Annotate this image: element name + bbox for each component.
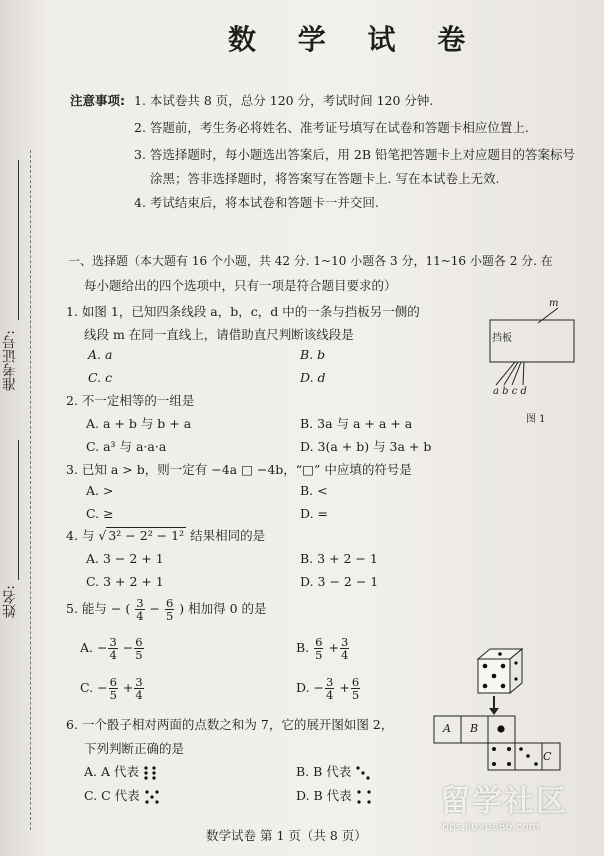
q5-minus: − (149, 601, 160, 616)
q1-option-c[interactable]: C. c (88, 370, 113, 385)
q1-stem-cont: 线段 m 在同一直线上，请借助直尺判断该线段是 (84, 327, 354, 342)
figure-2-net (432, 714, 562, 774)
q3-option-a[interactable]: A. > (86, 483, 114, 498)
q5-option-c[interactable]: C. − $\frac{6}{5}$ + $\frac{3}{4}$ (80, 675, 143, 702)
q5-option-d[interactable]: D. − $\frac{3}{4}$ + $\frac{6}{5}$ (296, 675, 360, 702)
dice-face-5-icon (144, 789, 160, 805)
notice-item-4: 4. 考试结束后，将本试卷和答题卡一并交回. (134, 195, 379, 210)
page-title: 数 学 试 卷 (228, 23, 482, 56)
id-label: 准考证号: (2, 330, 18, 391)
q4-stem-pre: 4. 与 (66, 528, 95, 543)
q4-option-d[interactable]: D. 3 − 2 − 1 (300, 574, 379, 589)
name-label: 姓名: (2, 585, 18, 618)
q4-stem-post: 结果相同的是 (190, 528, 266, 543)
notice-item-2: 2. 答题前，考生务必将姓名、准考证号填写在试卷和答题卡相应位置上. (134, 120, 529, 135)
page-footer: 数学试卷 第 1 页（共 8 页） (206, 828, 367, 843)
q2-option-d[interactable]: D. 3(a + b) 与 3a + b (300, 439, 432, 454)
q5-option-a[interactable]: A. − $\frac{3}{4}$ − $\frac{6}{5}$ (80, 635, 143, 662)
net-label-a: A (443, 722, 451, 735)
q5-frac-3-4: $\frac{3}{4}$ (136, 596, 144, 623)
q4-radicand: 3² − 2² − 1² (108, 528, 185, 543)
name-write-line (18, 440, 19, 580)
q3-option-d[interactable]: D. = (300, 506, 328, 521)
fig1-line-c (512, 362, 521, 385)
q1-option-a[interactable]: A. a (88, 347, 113, 362)
watermark-logo-text: 留学社区 (440, 784, 568, 819)
q4-option-c[interactable]: C. 3 + 2 + 1 (86, 574, 164, 589)
q5-option-b[interactable]: B. $\frac{6}{5}$ + $\frac{3}{4}$ (296, 635, 349, 662)
section-header: 一、选择题（本大题有 16 个小题，共 42 分. 1~10 小题各 3 分，11~16 小题各 2 分. 在 (68, 254, 553, 268)
q6-option-b[interactable]: B. B 代表 (296, 762, 371, 781)
fig1-line-a (496, 362, 515, 385)
q4-sqrt: √ 3² − 2² − 1² (98, 528, 185, 543)
notice-item-3: 3. 答选择题时，每小题选出答案后，用 2B 铅笔把答题卡上对应题目的答案标号 (134, 147, 575, 162)
q6-stem-cont: 下列判断正确的是 (84, 741, 185, 756)
q4-option-a[interactable]: A. 3 − 2 + 1 (86, 551, 164, 566)
q5-stem (66, 597, 267, 622)
net-label-b: B (470, 722, 479, 735)
fig1-caption: 图 1 (526, 414, 546, 425)
q3-option-c[interactable]: C. ≥ (86, 506, 114, 521)
notice-item-3-cont: 涂黑；答非选择题时，将答案写在答题卡上. 写在本试卷上无效. (150, 171, 500, 186)
watermark-url: bbs.liuxue86.com (442, 820, 540, 833)
notice-item-1: 1. 本试卷共 8 页，总分 120 分，考试时间 120 分钟. (134, 93, 434, 108)
figure-2-arrow (486, 696, 502, 716)
notice-label: 注意事项: (70, 93, 125, 108)
dice-face-3-icon (355, 765, 371, 781)
net-label-c: C (543, 750, 552, 763)
q2-option-b[interactable]: B. 3a 与 a + a + a (300, 416, 413, 431)
q1-option-b[interactable]: B. b (300, 347, 326, 362)
fig1-board-label: 挡板 (492, 333, 512, 344)
fig1-line-m (538, 308, 558, 323)
q5-stem-post: ) 相加得 0 的是 (179, 601, 267, 616)
q4-option-b[interactable]: B. 3 + 2 − 1 (300, 551, 378, 566)
q3-option-b[interactable]: B. < (300, 483, 328, 498)
binding-line (30, 150, 31, 830)
q4-stem (66, 526, 265, 544)
q6-option-a[interactable]: A. A 代表 (84, 762, 157, 781)
q5-stem-pre: 5. 能与 − ( (66, 601, 131, 616)
q2-option-a[interactable]: A. a + b 与 b + a (86, 416, 192, 431)
q3-stem: 3. 已知 a > b，则一定有 −4a □ −4b，“□” 中应填的符号是 (66, 462, 412, 477)
dice-face-4-icon (356, 789, 372, 805)
fig1-line-d (523, 362, 524, 385)
q6-option-d[interactable]: D. B 代表 (296, 786, 372, 805)
q2-stem: 2. 不一定相等的一组是 (66, 393, 195, 408)
q1-option-d[interactable]: D. d (300, 370, 326, 385)
q1-stem: 1. 如图 1，已知四条线段 a，b，c，d 中的一条与挡板另一侧的 (66, 304, 420, 319)
id-write-line (18, 160, 19, 320)
dice-face-6-icon (143, 765, 157, 781)
watermark (440, 776, 600, 840)
q6-stem: 6. 一个骰子相对两面的点数之和为 7，它的展开图如图 2， (66, 717, 394, 732)
q5-frac-6-5: $\frac{6}{5}$ (165, 596, 174, 623)
fig1-label-m: m (549, 298, 559, 309)
figure-1 (478, 295, 578, 425)
q2-option-c[interactable]: C. a³ 与 a·a·a (86, 439, 167, 454)
q6-option-c[interactable]: C. C 代表 (84, 786, 160, 805)
fig1-label-abcd: a b c d (493, 386, 527, 397)
section-header-cont: 每小题给出的四个选项中，只有一项是符合题目要求的） (84, 278, 397, 293)
